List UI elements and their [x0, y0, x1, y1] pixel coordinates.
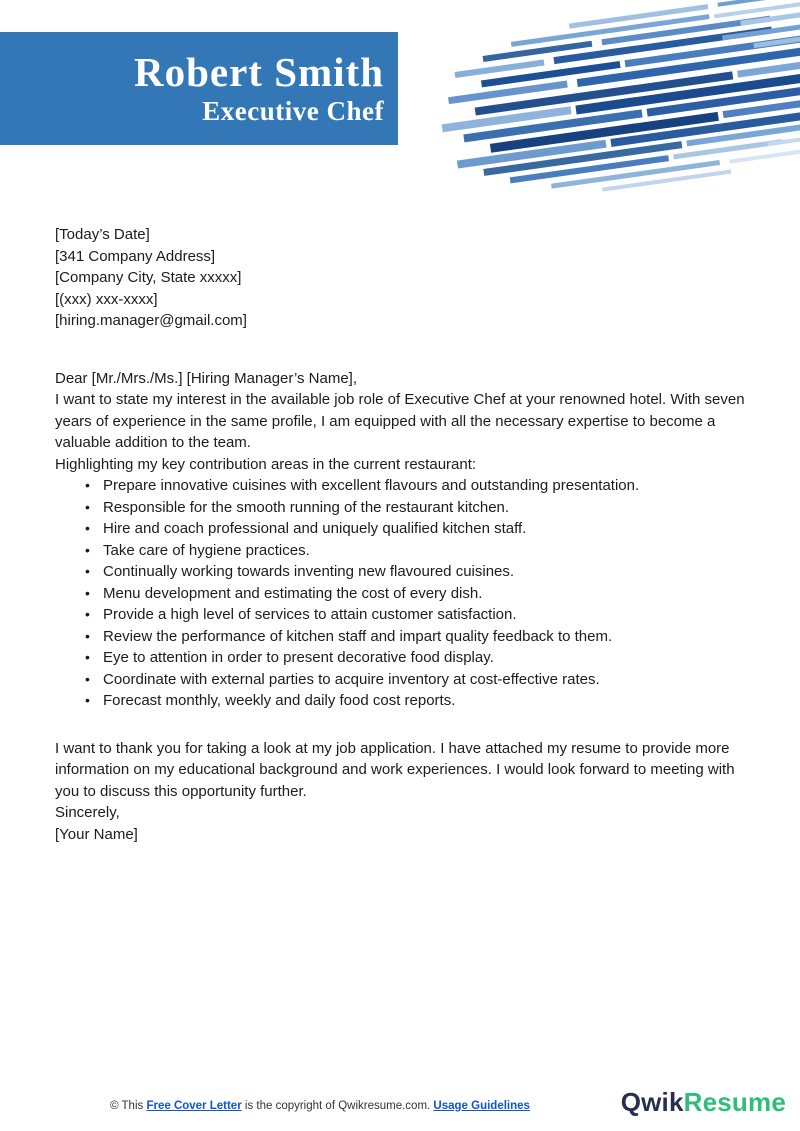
list-item: • Forecast monthly, weekly and daily food cost reports.	[103, 690, 745, 712]
list-item: • Coordinate with external parties to acquire inventory at cost-effective rates.	[103, 669, 745, 691]
contribution-list	[55, 475, 745, 712]
usage-guidelines-link[interactable]: Usage Guidelines	[433, 1100, 530, 1112]
list-item: • Hire and coach professional and uniquely qualified kitchen staff.	[103, 518, 745, 540]
intro-paragraph: I want to state my interest in the available job role of Executive Chef at your renowned hotel. With seven years of experience in the same profile, I am equipped with all the necessary expertise to become a valuable addition to the team.	[55, 391, 745, 451]
list-item: • Take care of hygiene practices.	[103, 540, 745, 562]
list-item: • Review the performance of kitchen staff and impart quality feedback to them.	[103, 626, 745, 648]
list-item: • Eye to attention in order to present decorative food display.	[103, 647, 745, 669]
copyright-note	[0, 1100, 640, 1112]
list-item: • Prepare innovative cuisines with excellent flavours and outstanding presentation.	[103, 475, 745, 497]
list-item: • Responsible for the smooth running of the restaurant kitchen.	[103, 497, 745, 519]
list-item: • Menu development and estimating the cost of every dish.	[103, 583, 745, 605]
letter-body	[55, 0, 745, 845]
highlights-intro: Highlighting my key contribution areas in the current restaurant:	[55, 455, 477, 473]
free-cover-letter-link[interactable]: Free Cover Letter	[146, 1100, 242, 1112]
signoff: Sincerely,	[55, 804, 120, 821]
copyright-prefix: © This	[110, 1100, 147, 1112]
candidate-name: Robert Smith	[133, 48, 384, 95]
company-address-block	[55, 246, 745, 332]
address-line: [Company City, State xxxxx]	[55, 269, 242, 286]
list-item: • Continually working towards inventing new flavoured cuisines.	[103, 561, 745, 583]
logo-part-qwik: Qwik	[620, 1087, 684, 1117]
qwikresume-logo[interactable]	[621, 1087, 786, 1118]
list-item: • Provide a high level of services to attain customer satisfaction.	[103, 604, 745, 626]
closing-paragraph: I want to thank you for taking a look at my job application. I have attached my resume to provide more information on my educational background and work experiences. I would look forward to meeting with you to discuss this opportunity further.	[55, 739, 735, 800]
address-line: [(xxx) xxx-xxxx]	[55, 290, 158, 308]
salutation: Dear [Mr./Mrs./Ms.] [Hiring Manager’s Name],	[55, 369, 358, 387]
address-line: [341 Company Address]	[55, 247, 216, 265]
address-line: [hiring.manager@gmail.com]	[55, 312, 247, 329]
logo-part-resume: Resume	[683, 1087, 786, 1117]
date-placeholder: [Today’s Date]	[55, 226, 150, 243]
signature-placeholder: [Your Name]	[55, 825, 138, 843]
copyright-middle: is the copyright of Qwikresume.com.	[241, 1100, 434, 1112]
candidate-job-title: Executive Chef	[202, 95, 384, 126]
